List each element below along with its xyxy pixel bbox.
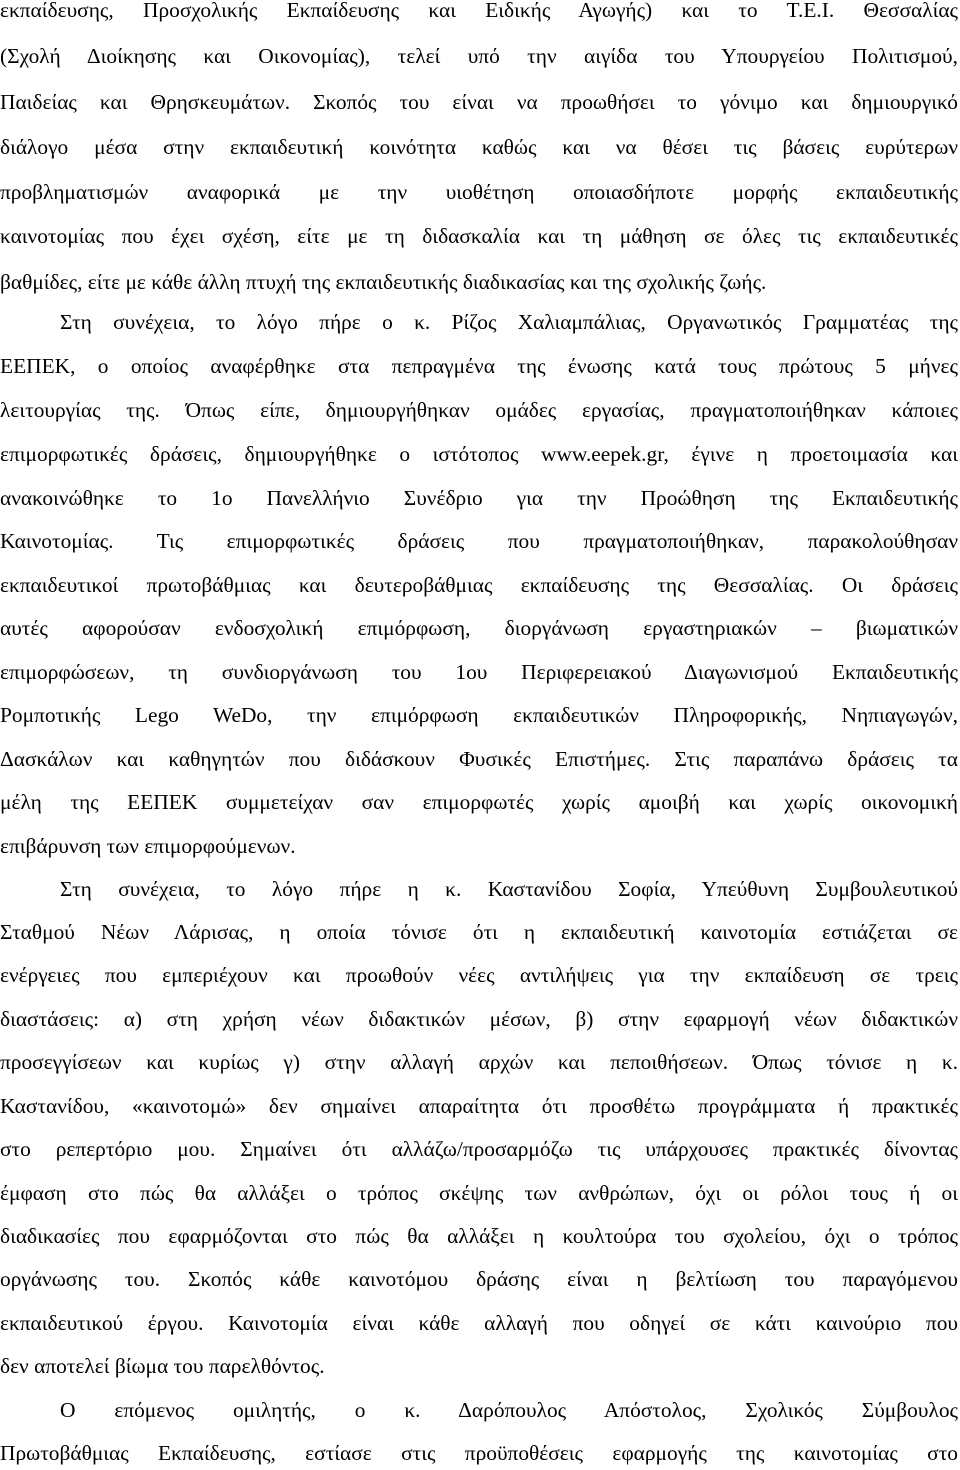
text-line-18: Δασκάλων και καθηγητών που διδάσκουν Φυσικές Επιστήμες. Στις παραπάνω δράσεις τα xyxy=(0,747,958,771)
text-line-23: ενέργειες που εμπεριέχουν και προωθούν νέες αντιλήψεις για την εκπαίδευση σε τρεις xyxy=(0,963,958,987)
text-line-31: εκπαιδευτικού έργου. Καινοτομία είναι κάθε αλλαγή που οδηγεί σε κάτι καινούριο που xyxy=(0,1311,958,1335)
text-line-16: επιμορφώσεων, τη συνδιοργάνωση του 1ου Περιφερειακού Διαγωνισμού Εκπαιδευτικής xyxy=(0,660,958,684)
text-line-13: Καινοτομίας. Τις επιμορφωτικές δράσεις που πραγματοποιήθηκαν, παρακολούθησαν xyxy=(0,529,958,553)
text-line-7: βαθμίδες, είτε με κάθε άλλη πτυχή της εκπαιδευτικής διαδικασίας και της σχολικής ζωής. xyxy=(0,270,767,294)
text-line-10: λειτουργίας της. Όπως είπε, δημιουργήθηκαν ομάδες εργασίας, πραγματοποιήθηκαν κάποιες xyxy=(0,398,958,422)
text-line-22: Σταθμού Νέων Λάρισας, η οποία τόνισε ότι η εκπαιδευτική καινοτομία εστιάζεται σε xyxy=(0,920,958,944)
text-line-14: εκπαιδευτικοί πρωτοβάθμιας και δευτεροβάθμιας εκπαίδευσης της Θεσσαλίας. Οι δράσεις xyxy=(0,573,958,597)
text-line-6: καινοτομίας που έχει σχέση, είτε με τη διδασκαλία και τη μάθηση σε όλες τις εκπαιδευτικές xyxy=(0,224,958,248)
text-line-32: δεν αποτελεί βίωμα του παρελθόντος. xyxy=(0,1354,325,1378)
text-line-4: διάλογο μέσα στην εκπαιδευτική κοινότητα καθώς και να θέσει τις βάσεις ευρύτερων xyxy=(0,135,958,159)
text-line-27: στο ρεπερτόριο μου. Σημαίνει ότι αλλάζω/προσαρμόζω τις υπάρχουσες πρακτικές δίνοντας xyxy=(0,1137,958,1161)
text-line-34: Πρωτοβάθμιας Εκπαίδευσης, εστίασε στις προϋποθέσεις εφαρμογής της καινοτομίας στο xyxy=(0,1441,958,1465)
text-line-29: διαδικασίες που εφαρμόζονται στο πώς θα αλλάξει η κουλτούρα του σχολείου, όχι ο τρόπος xyxy=(0,1224,958,1248)
text-line-26: Καστανίδου, «καινοτομώ» δεν σημαίνει απαραίτητα ότι προσθέτω προγράμματα ή πρακτικές xyxy=(0,1094,958,1118)
text-line-1: εκπαίδευσης, Προσχολικής Εκπαίδευσης και Ειδικής Αγωγής) και το Τ.Ε.Ι. Θεσσαλίας xyxy=(0,0,958,22)
text-line-28: έμφαση στο πώς θα αλλάξει ο τρόπος σκέψης των ανθρώπων, όχι οι ρόλοι τους ή οι xyxy=(0,1181,958,1205)
text-line-24: διαστάσεις: α) στη χρήση νέων διδακτικών μέσων, β) στην εφαρμογή νέων διδακτικών xyxy=(0,1007,958,1031)
text-line-11: επιμορφωτικές δράσεις, δημιουργήθηκε ο ιστότοπος www.eepek.gr, έγινε η προετοιμασία και xyxy=(0,442,958,466)
text-line-3: Παιδείας και Θρησκευμάτων. Σκοπός του είναι να προωθήσει το γόνιμο και δημιουργικό xyxy=(0,90,958,114)
text-line-25: προσεγγίσεων και κυρίως γ) στην αλλαγή αρχών και πεποιθήσεων. Όπως τόνισε η κ. xyxy=(0,1050,958,1074)
text-line-17: Ρομποτικής Lego WeDo, την επιμόρφωση εκπαιδευτικών Πληροφορικής, Νηπιαγωγών, xyxy=(0,703,958,727)
text-line-2: (Σχολή Διοίκησης και Οικονομίας), τελεί υπό την αιγίδα του Υπουργείου Πολιτισμού, xyxy=(0,44,958,68)
text-line-19: μέλη της ΕΕΠΕΚ συμμετείχαν σαν επιμορφωτές χωρίς αμοιβή και χωρίς οικονομική xyxy=(0,790,958,814)
text-line-12: ανακοινώθηκε το 1ο Πανελλήνιο Συνέδριο για την Προώθηση της Εκπαιδευτικής xyxy=(0,486,958,510)
text-line-5: προβληματισμών αναφορικά με την υιοθέτηση οποιασδήποτε μορφής εκπαιδευτικής xyxy=(0,180,958,204)
text-line-33: Ο επόμενος ομιλητής, ο κ. Δαρόπουλος Απόστολος, Σχολικός Σύμβουλος xyxy=(60,1398,958,1422)
text-line-21: Στη συνέχεια, το λόγο πήρε η κ. Καστανίδου Σοφία, Υπεύθυνη Συμβουλευτικού xyxy=(60,877,958,901)
text-line-15: αυτές αφορούσαν ενδοσχολική επιμόρφωση, διοργάνωση εργαστηριακών – βιωματικών xyxy=(0,616,958,640)
text-line-8: Στη συνέχεια, το λόγο πήρε ο κ. Ρίζος Χαλιαμπάλιας, Οργανωτικός Γραμματέας της xyxy=(60,310,958,334)
text-line-30: οργάνωσης του. Σκοπός κάθε καινοτόμου δράσης είναι η βελτίωση του παραγόμενου xyxy=(0,1267,958,1291)
text-line-9: ΕΕΠΕΚ, ο οποίος αναφέρθηκε στα πεπραγμένα της ένωσης κατά τους πρώτους 5 μήνες xyxy=(0,354,958,378)
text-line-20: επιβάρυνση των επιμορφούμενων. xyxy=(0,834,296,858)
